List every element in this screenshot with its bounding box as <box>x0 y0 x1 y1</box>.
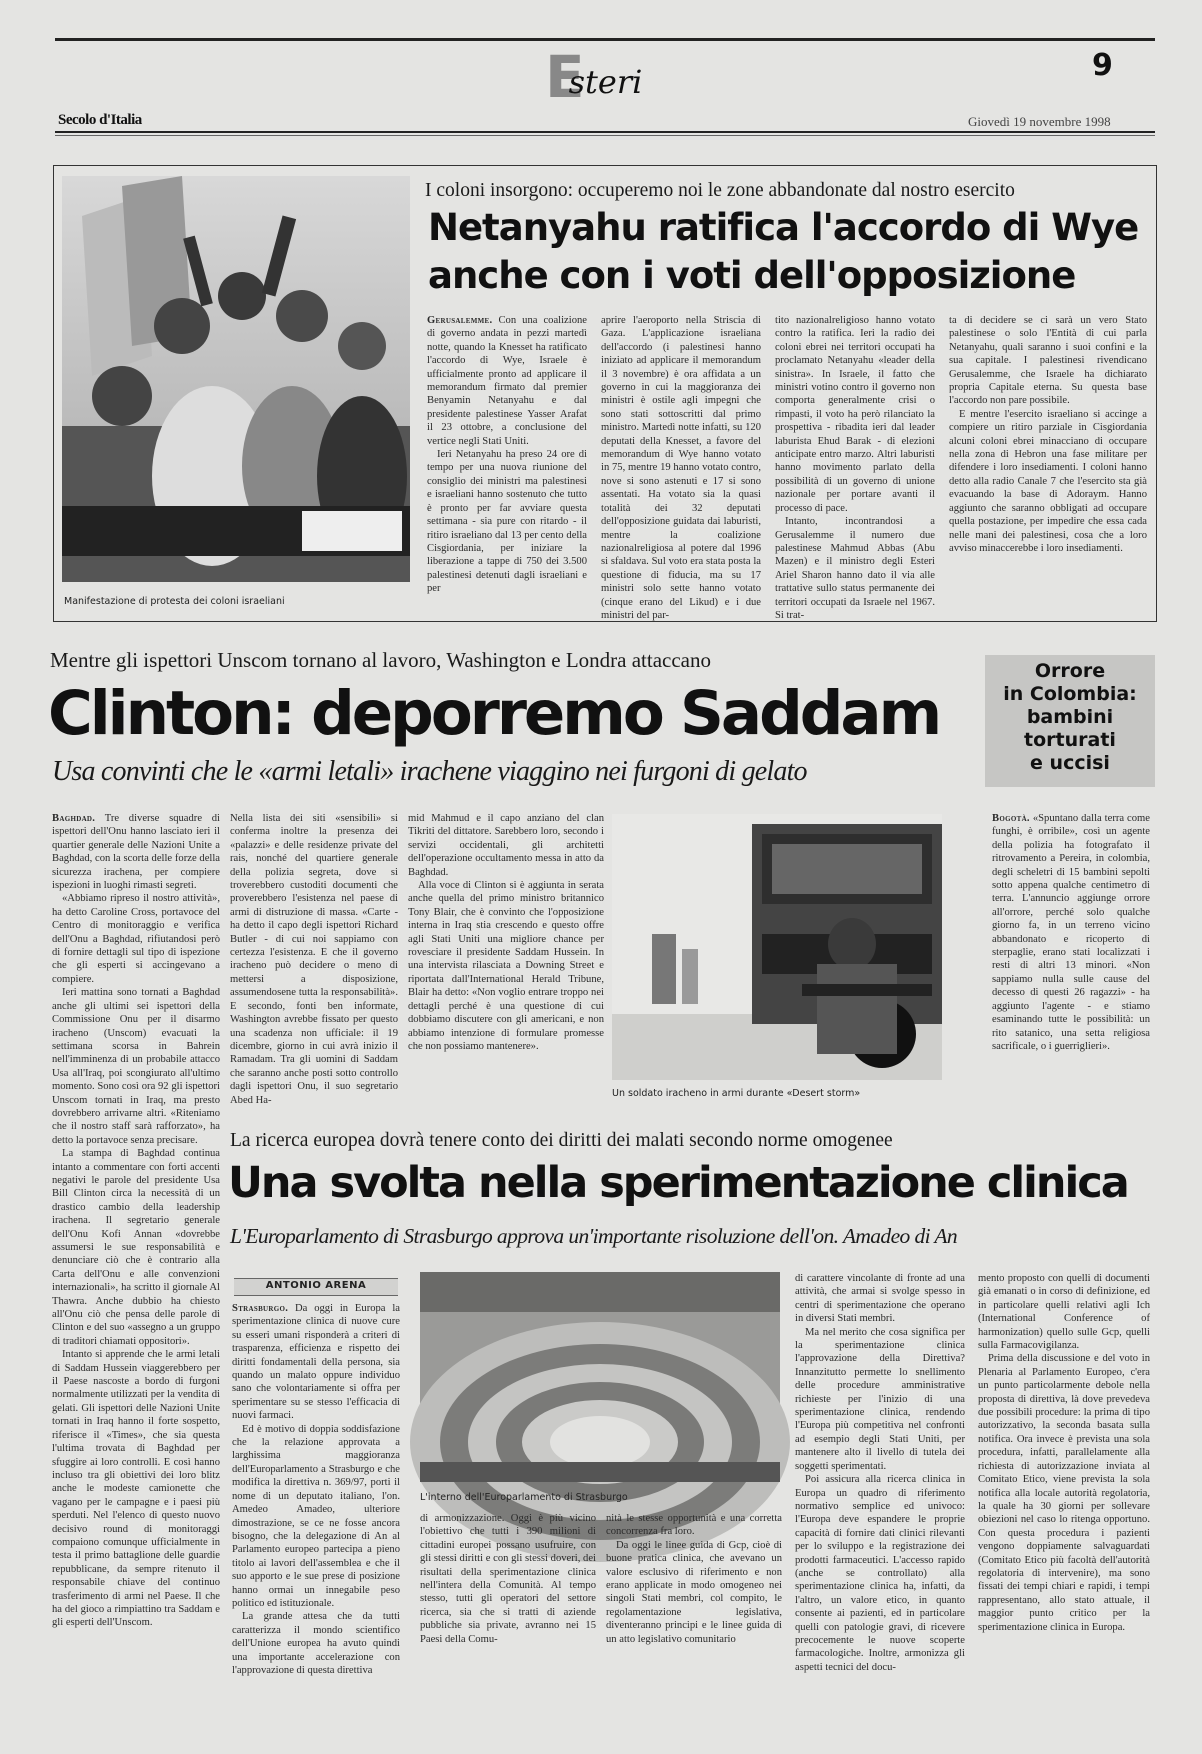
body-text: nità le stesse opportunità e una corretta concorrenza fra loro. <box>606 1513 782 1538</box>
article-clinical-kicker: La ricerca europea dovrà tenere conto dei diritti dei malati secondo norme omogenee <box>230 1130 893 1151</box>
masthead-rule <box>55 131 1155 133</box>
body-text: Ma nel merito che cosa significa per la sperimentazione clinica l'approvazione della Direttiva? Innanzitutto permette lo snellimento delle procedure amministrative richieste per l'inizio di una sperimentazione clinica, rendendo l'Europa più competitiva nel confronti ad esempio degli Stati Uniti, per mantenere alto il livello di tutela dei soggetti sperimentati. <box>795 1326 965 1472</box>
body-text: Intanto, incontrandosi a Gerusalemme il numero due palestinese Mahmud Abbas (Abu Mazen) e il ministro degli Esteri Ariel Sharon hanno dato il via alle trattative sullo status permanente dei territori occupati da Israele nel 1967. Si trat- <box>775 516 935 621</box>
soldier-photo <box>612 814 942 1080</box>
parliament-photo <box>420 1272 780 1482</box>
body-text: di armonizzazione. Oggi è più vicino l'obiettivo che tutti i 390 milioni di cittadini europei possano usufruire, con gli stessi diritti e con gli stessi doveri, dei risultati della sperimentazione clinica nell'intera della Comunità. Al tempo stesso, tutti gli operatori del settore ricerca, sia che si tratti di aziende pubbliche sia private, avranno nei 15 Paesi della Comu- <box>420 1513 596 1645</box>
body-text: tito nazionalreligioso hanno votato contro la ratifica. Ieri la radio dei coloni ebrei nei territori occupati ha proclamato Netanyahu «leader della sinistra». In Israele, il fatto che ministri votino contro il governo non comporta generalmente crisi o rimpasti, il voto ha però rilanciato la prospettiva - ribadita ieri dal leader laburista Ehud Barak - di elezioni anticipate entro marzo. Altri laburisti hanno movimento parlato della possibilità di un governo di unione nazionale per portare avanti il processo di pace. <box>775 315 935 514</box>
article-netanyahu-column-4 <box>949 314 1147 610</box>
body-text: La stampa di Baghdad continua intanto a commentare con forti accenti negativi le parole del presidente Usa Bill Clinton circa la necessità di un drastico cambio della leadership irachena. Il segretario generale dell'Onu Kofi Annan «dovrebbe assumersi le sue responsabilità e denunciare ciò che è contrario alla Carta dell'Onu e alle convenzioni internazionali», ha scritto il giornale Al Thawra. Anche dubbio ha chiesto all'Onu ciò che pensa delle parole di Clinton e del suo «assegno a un gruppo di traditori chiamati oppositori». <box>52 1148 220 1347</box>
body-text: Intanto si apprende che le armi letali di Saddam Hussein viaggerebbero per il Paese nascoste a bordo di furgoni normalmente utilizzati per la vendita di gelati. Gli ispettori delle Nazioni Unite tornati in Iraq hanno il forte sospetto, riferisce il «Times», che sia questa l'ultima trovata di Baghdad per sfuggire ai loro controlli. E così hanno incluso tra gli obiettivi dei loro blitz anche le modeste camionette che vagano per le campagne e i paesi più sperduti. Nel l'elenco di questo nuovo decisivo round di monitoraggi compaiono comunque ufficialmente in testa il primo battaglione delle guardie repubblicane, da sempre ritenuto il responsabile chiave del continuo trasferimento di armi nel Paese. Il che ha del gioco a rimpiattino tra Saddam e gli esperti dell'Unscom. <box>52 1349 220 1629</box>
article-netanyahu-column-3 <box>775 314 935 621</box>
dateline: Gerusalemme. <box>427 315 493 326</box>
body-text: Con una coalizione di governo andata in pezzi martedì notte, quando la Knesset ha ratificato l'accordo di Wye, Israele è ufficialmente pronto ad applicare il memorandum firmato dal premier Benyamin Netanyahu e dal presidente palestinese Yasser Arafat il 23 ottobre, a conclusione del vertice negli Stati Uniti. <box>427 315 587 447</box>
article-clinical-headline: Una svolta nella sperimentazione clinica <box>228 1158 1128 1208</box>
body-text: Alla voce di Clinton si è aggiunta in serata anche quella del primo ministro britannico Tony Blair, che è convinto che l'opposizione interna in Iraq stia crescendo e questo offre agli Stati Uniti una migliore chance per rovesciare il presidente Saddam Hussein. In una intervista rilasciata a Downing Street e riportata dall'International Herald Tribune, Blair ha detto: «Non voglio entrare troppo nei dettagli perché è una questione di cui dobbiamo discutere con gli americani, e non abbiamo intenzione di formulare promesse che non possiamo mantenere». <box>408 880 604 1052</box>
article-clinical-column-3 <box>606 1512 782 1742</box>
article-clinical-subhead: L'Europarlamento di Strasburgo approva un'importante risoluzione dell'on. Amadeo di An <box>230 1224 958 1248</box>
issue-date: Giovedì 19 novembre 1998 <box>968 114 1111 129</box>
headline-line: bambini <box>1026 706 1114 728</box>
body-text: Nella lista dei siti «sensibili» si conferma inoltre la presenza dei «palazzi» e delle residenze private del rais, nonché del quartiere generale della polizia segreta, dove si troverebbero custoditi documenti che proverebbero l'esistenza nel paese di armi di distruzione di massa. «Carte - ha detto il capo degli ispettori Richard Butler - di cui noi sappiamo con certezza l'esistenza. E che il governo iracheno può decidere o meno di mettersi a disposizione, assumendosene tutta la responsabilità». E secondo, fonti ben informate, Washington avrebbe fissato per questo una scadenza non ufficiale: il 19 dicembre, giorno in cui avrà inizio il Ramadam. Tra gli uomini di Saddam che saranno anche posti sotto controllo dagli ispettori Onu, il suo segretario Abed Ha- <box>230 813 398 1106</box>
top-rule <box>55 38 1155 41</box>
protest-photo-image <box>62 176 410 582</box>
article-clinton-kicker: Mentre gli ispettori Unscom tornano al lavoro, Washington e Londra attaccano <box>50 648 711 672</box>
body-text: Da oggi le linee guida di Gcp, cioè di buone pratica clinica, che avevano un valore esclusivo di riferimento e non erano applicate in modo omogeneo nei singoli Stati membri, col compito, le regolamentazione legislativa, diventeranno principi e le linee guida di un atto legislativo comunitario <box>606 1539 782 1645</box>
soldier-photo-image <box>612 814 942 1080</box>
body-text: di carattere vincolante di fronte ad una attività, che armai si svolge spesso in centri di sperimentazione che operano in diversi Stati membri. <box>795 1273 965 1325</box>
article-netanyahu-column-1 <box>427 314 587 610</box>
body-text: mento proposto con quelli di documenti già emanati o in corso di definizione, ed in particolare quelli relativi agli Ich (International Conference of harmonization) quello sulle Gcp, quelli sulla Farmacovigilanza. <box>978 1273 1150 1352</box>
article-clinton-column-3 <box>408 812 604 1100</box>
body-text: Prima della discussione e del voto in Plenaria al Parlamento Europeo, c'era un punto particolarmente debole nella proposta di direttiva, là dove prevedeva due possibili procedure: la prima di tipo autorizzativo, la seconda basata sulla notifica. Ora invece è prevista una sola procedura, infatti, parallelamente alla richiesta di autorizzazione inviata al Comitato Etico, viene prevista la sola notifica alla locale autorità regolatoria, la quale ha 30 giorni per sollevare obiezioni nel caso lo ritenga opportuno. Con questa procedura i pazienti vengono doppiamente salvaguardati (Comitato Etico più facoltà dell'autorità regolatoria di intervenire), ma sono fissati dei tempi chiari e rapidi, i tempi rappresentano, allo stato attuale, il maggior punto critico per la sperimentazione clinica in Europa. <box>978 1353 1150 1633</box>
page-number: 9 <box>1092 48 1113 83</box>
body-text: Ieri Netanyahu ha preso 24 ore di tempo per una nuova riunione del consiglio dei ministri ma palestinesi e israeliani hanno sostenuto che tutto è pronto per far avviare questa settimana - sia pure con ritardo - il ritiro israeliano dal 13 per cento della Cisgiordania, per iniziare la liberazione a tappe di 750 dei 3.500 palestinesi detenuti dagli israeliani e per <box>427 449 587 595</box>
article-clinical-column-5 <box>978 1272 1150 1742</box>
article-clinical-column-2 <box>420 1512 596 1742</box>
article-clinton-column-1 <box>52 812 220 1742</box>
body-text: «Spuntano dalla terra come funghi, è orribile», così un agente della polizia ha fotografato il ritrovamento a Pereira, in colombia, degli scheletri di 15 bambini sepolti sotto appena qualche centimetro di terra. L'annuncio aggiunge orrore all'orrore, perché solo qualche giorno fa, in un terreno vicino abbandonato e ricoperto di sterpaglie, erano stati localizzati i resti di altri 13 minori. «Non sappiamo nulla sulle cause del decesso di questi 26 ragazzi» - ha aggiunto l'agente - e stiamo esaminando tutte le possibilità: un rito satanico, una setta religiosa sacrificale, o i guerriglieri». <box>992 813 1150 1052</box>
sidebar-colombia-headline <box>985 660 1155 775</box>
dateline: Strasburgo. <box>232 1303 289 1314</box>
body-text: E mentre l'esercito israeliano si accinge a compiere un ritiro parziale in Cisgiordania alcuni coloni ebrei minacciano di occupare nella zona di Hebron una fase militare per difendere i loro insediamenti. I coloni hanno detto alla radio Canale 7 che l'esercito sta già evacuando la base di Adoraym. Hanno aggiunto che saranno obbligati ad occupare quella postazione, per impedire che essa cada nelle mani dei palestinesi, cosa che a loro avviso minaccerebbe i loro insediamenti. <box>949 408 1147 554</box>
article-netanyahu-column-2 <box>601 314 761 621</box>
parliament-photo-caption: L'interno dell'Europarlamento di Strasburgo <box>420 1492 628 1503</box>
article-clinton-subhead: Usa convinti che le «armi letali» irachene viaggino nei furgoni di gelato <box>52 756 807 787</box>
body-text: Ed è motivo di doppia soddisfazione che la relazione approvata a larghissima maggioranza dell'Europarlamento a Strasburgo e che modifica la direttiva n. 369/97, porti il nome di un deputato italiano, l'on. Amedeo Amadeo, ulteriore dimostrazione, se ce ne fosse ancora bisogno, che la delegazione di An al Parlamento europeo partecipa a pieno titolo ai lavori dell'assemblea e che il suo apporto e le sue prese di posizione hanno ormai un innegabile peso politico ed istituzionale. <box>232 1423 400 1609</box>
headline-line: e uccisi <box>1030 752 1110 774</box>
dateline: Baghdad. <box>52 813 96 824</box>
article-netanyahu-kicker: I coloni insorgono: occuperemo noi le zone abbandonate dal nostro esercito <box>425 180 1015 201</box>
protest-photo <box>62 176 410 582</box>
headline-line: in Colombia: <box>1003 683 1137 705</box>
soldier-photo-caption: Un soldato iracheno in armi durante «Desert storm» <box>612 1088 861 1099</box>
protest-photo-caption: Manifestazione di protesta dei coloni israeliani <box>64 596 285 607</box>
sidebar-colombia-body <box>992 812 1150 1107</box>
section-title <box>545 43 656 111</box>
dateline: Bogotà. <box>992 813 1030 824</box>
body-text: Da oggi in Europa la sperimentazione clinica di nuove cure su esseri umani risponderà a criteri di trasparenza, efficienza e rispetto dei diritti fondamentali della persona, sia quando un malato oppure individuo sano che volontariamente si offra per sperimentare su se stesso l'efficacia di nuovi farmaci. <box>232 1303 400 1422</box>
headline-line: Orrore <box>1034 660 1106 682</box>
article-netanyahu-headline-line2: anche con i voti dell'opposizione <box>428 254 1076 297</box>
headline-line: torturati <box>1024 729 1116 751</box>
newspaper-name: Secolo d'Italia <box>58 112 142 128</box>
body-text: «Abbiamo ripreso il nostro attività», ha detto Caroline Cross, portavoce del Centro di monitoraggio e verifica dell'Onu a Baghdad, rifiutandosi però di fornire dettagli sul tipo di ispezione che gli esperti si accingevano a compiere. <box>52 893 220 985</box>
article-clinical-column-4 <box>795 1272 965 1742</box>
body-text: mid Mahmud e il capo anziano del clan Tikriti del dittatore. Sarebbero loro, secondo i servizi occidentali, gli architetti dell'operazione occultamento messa in atto da Baghdad. <box>408 813 604 878</box>
body-text: Poi assicura alla ricerca clinica in Europa un quadro di riferimento normativo semplice ed univoco: l'Europa deve espandere le proprie capacità di fornire dati clinici rilevanti per lo sviluppo e la registrazione dei prodotti farmaceutici. L'accesso rapido (anche se controllato) alla sperimentazione clinica ha, infatti, da l'altro, un valore etico, in quanto consente ai pazienti, ed in particolare quelli con patologie gravi, di ricevere precocemente le nuove scoperte farmacologiche. Inoltre, armonizza gli aspetti tecnici del docu- <box>795 1474 965 1673</box>
article-netanyahu-headline-line1: Netanyahu ratifica l'accordo di Wye <box>428 206 1139 249</box>
body-text: aprire l'aeroporto nella Striscia di Gaza. L'applicazione israeliana dell'accordo (i palestinesi hanno iniziato ad applicare il memorandum il 3 novembre) è ora affidata a un governo in cui la maggioranza dei ministri è ostile agli impegni che sono stati sottoscritti dal primo ministro. Martedì notte infatti, su 120 deputati della Knesset, a favore del memorandum di Wye hanno votato in 75, mentre 19 hanno votato contro, nove si sono astenuti e 17 si sono assentati. Ha votato sia la quasi totalità dei 32 deputati dell'opposizione guidata dai laburisti, mentre la coalizione nazionalreligiosa al potere dal 1996 si sfaldava. Sul voto era stata posta la questione di fiducia, ma su 17 ministri solo sette hanno votato (cinque erano del Likud) e i due ministri del par- <box>601 315 761 621</box>
article-clinton-column-2 <box>230 812 398 1106</box>
article-clinical-column-1 <box>232 1302 400 1742</box>
section-initial: E <box>545 43 583 111</box>
section-word: steri <box>568 63 643 101</box>
masthead-rule-thin <box>55 135 1155 136</box>
byline: ANTONIO ARENA <box>265 1280 367 1291</box>
body-text: Ieri mattina sono tornati a Baghdad anche gli ultimi sei ispettori della Commissione Onu per il disarmo iracheno (Unscom) evacuati la settimana scorsa in Bahrein nell'imminenza di un probabile attacco Usa all'Iraq, poi scongiurato all'ultimo momento. Sono così ora 92 gli ispettori Unscom tornati in Iraq, ma presto dovrebbero arrivarne altri. «Riteniamo che il nostro staff sarà rafforzato», ha detto la portavoce senza precisare. <box>52 987 220 1146</box>
article-clinton-headline: Clinton: deporremo Saddam <box>48 678 940 749</box>
body-text: La grande attesa che da tutti caratterizza il mondo scientifico dell'Unione europea ha avuto quindi una importante accelerazione con l'approvazione di questa direttiva <box>232 1611 400 1676</box>
body-text: ta di decidere se ci sarà un vero Stato palestinese o solo l'Entità di cui parla Netanyahu, quali saranno i suoi confini e la sua capitale. I palestinesi rivendicano Gerusalemme, che Israele ha dichiarato propria Capitale eterna. Su questa base l'accordo non pare possibile. <box>949 315 1147 407</box>
body-text: Tre diverse squadre di ispettori dell'Onu hanno lasciato ieri il quartier generale delle Nazioni Unite a Baghdad, con la scorta delle forze della sicurezza irachena, per compiere ispezioni in luoghi rimasti segreti. <box>52 813 220 892</box>
parliament-photo-image <box>420 1272 780 1482</box>
